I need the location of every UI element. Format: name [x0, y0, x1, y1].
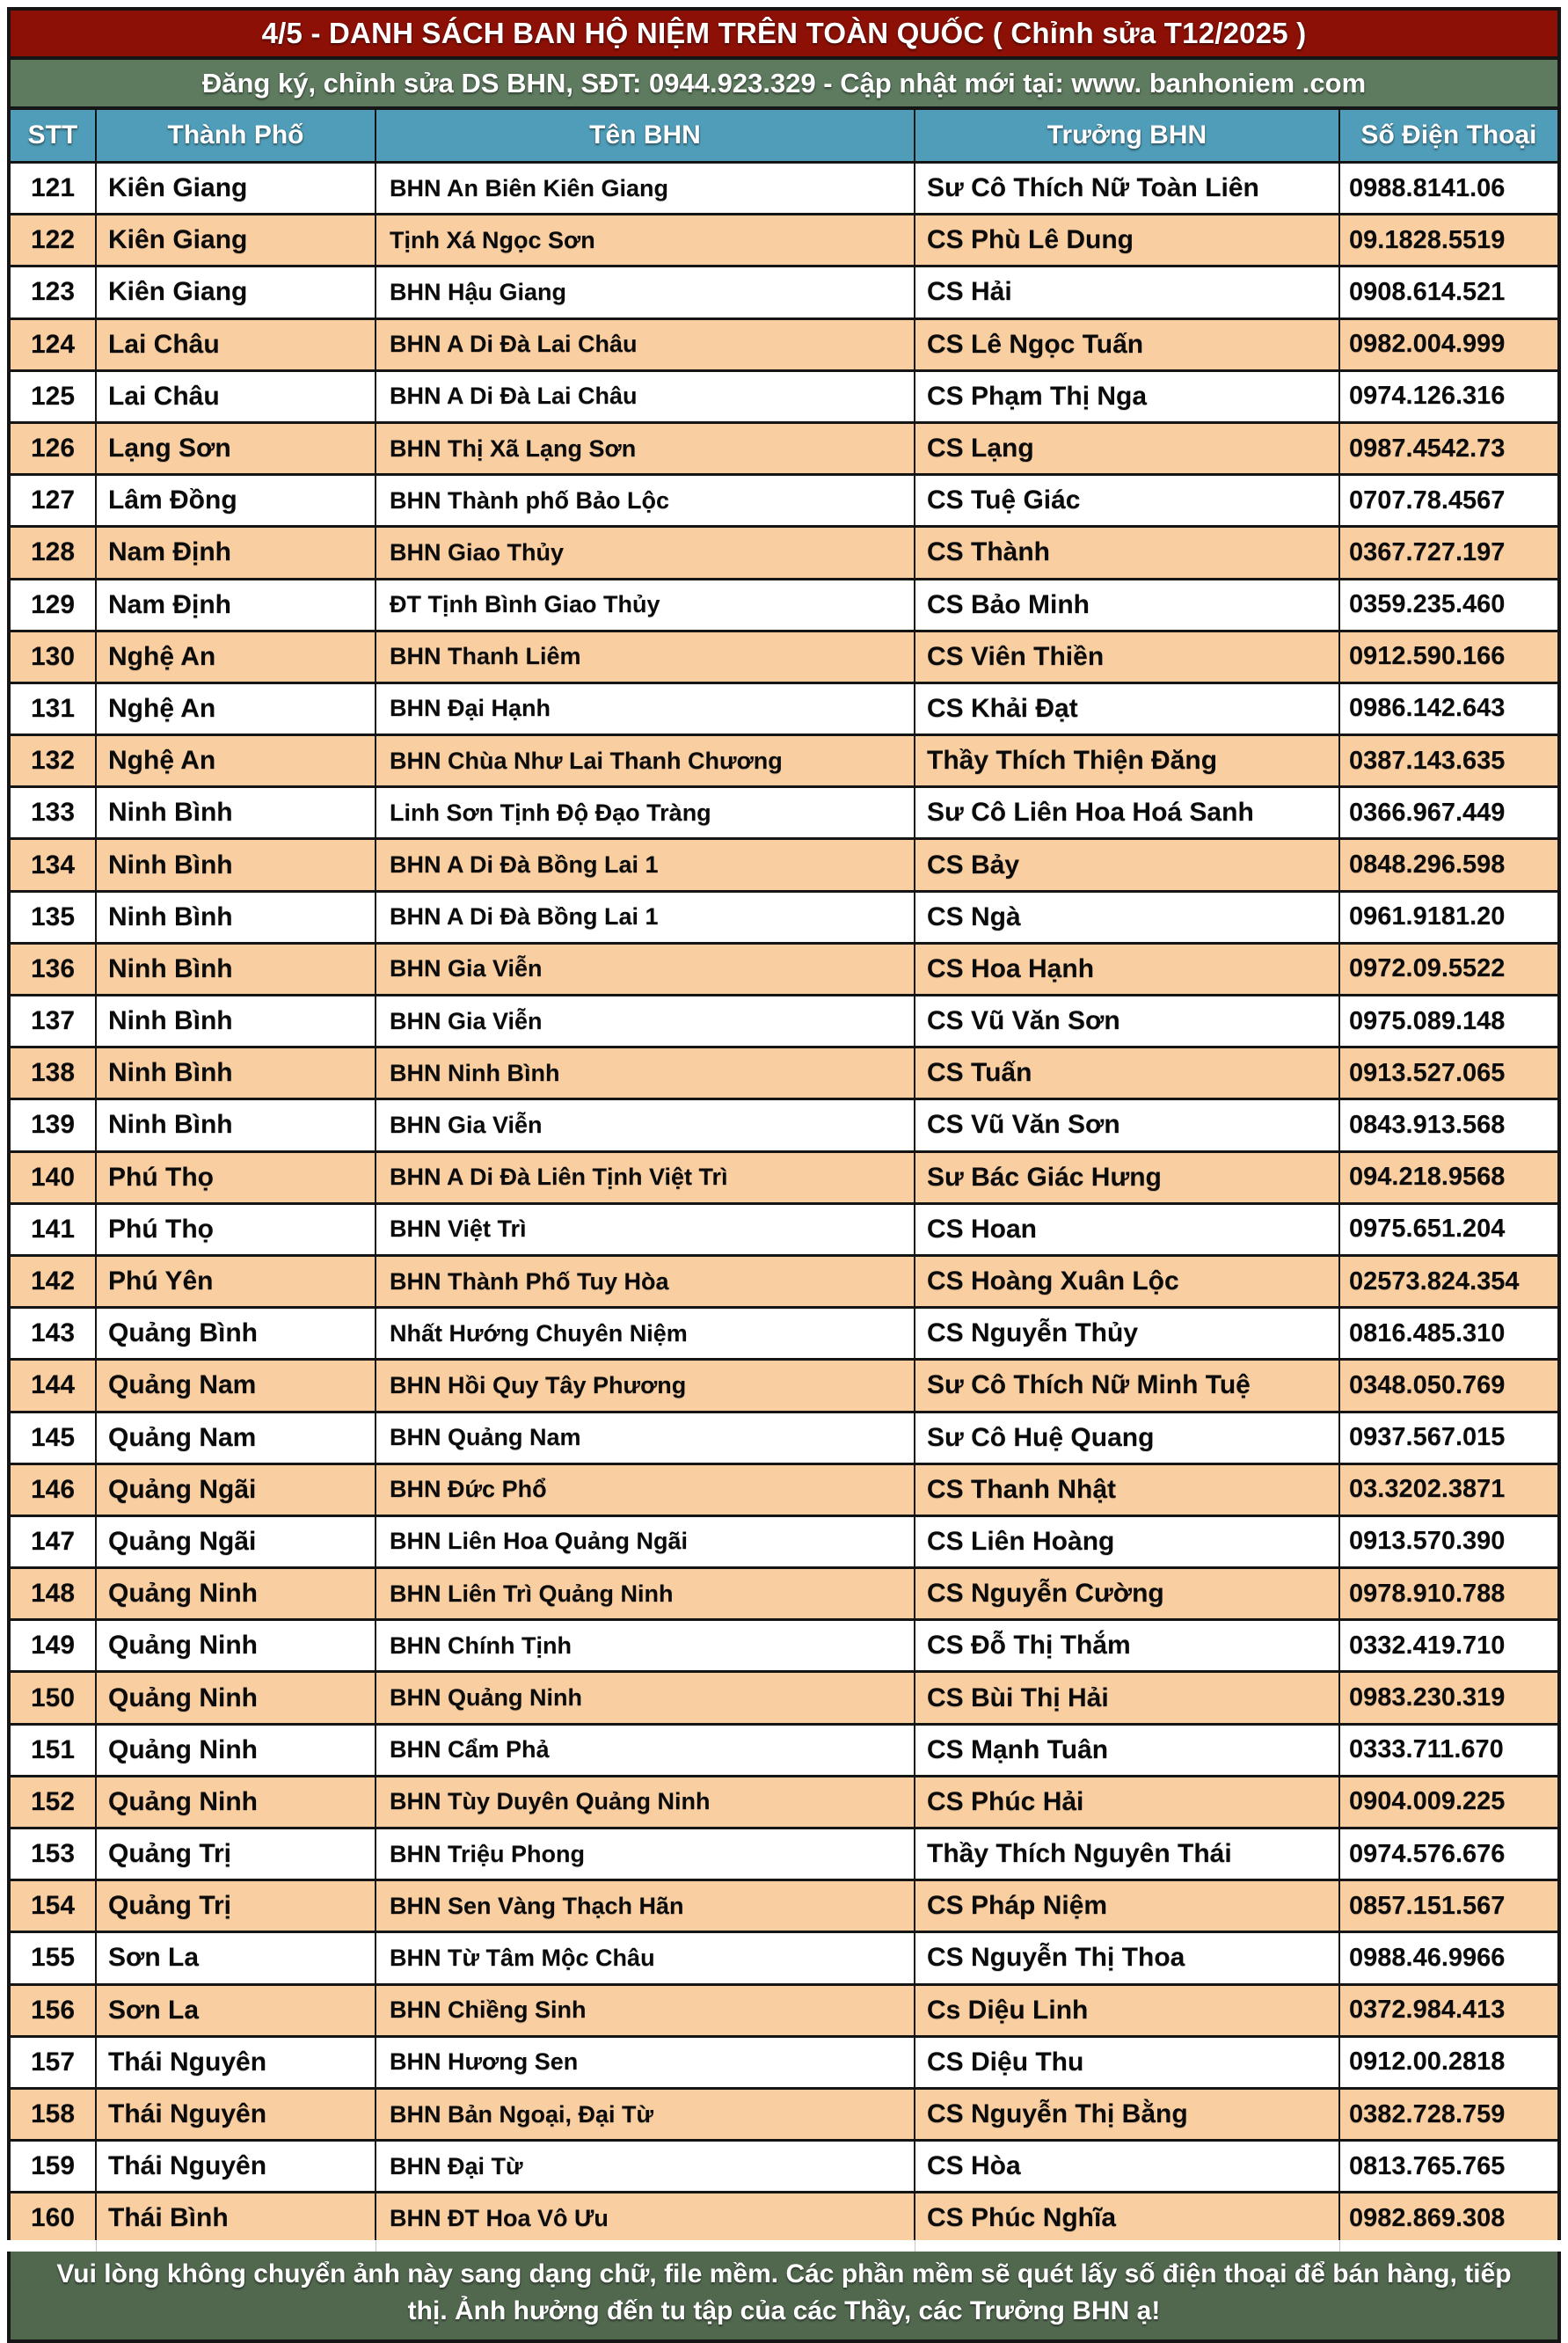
title-bar — [11, 11, 1557, 60]
table-row — [11, 1048, 1557, 1100]
table-row — [11, 1569, 1557, 1621]
cell-name: BHN Giao Thủy — [376, 528, 915, 577]
cell-phone: 0904.009.225 — [1349, 1787, 1506, 1816]
strip-cell — [7, 2240, 97, 2252]
cell-city: Ninh Bình — [97, 1100, 376, 1150]
table-row — [11, 1881, 1557, 1933]
table-row — [11, 945, 1557, 996]
cell-phone: 0913.570.390 — [1349, 1527, 1506, 1556]
table-row — [11, 267, 1557, 319]
cell-phone: 0975.651.204 — [1349, 1215, 1506, 1244]
cell-leader: CS Vũ Văn Sơn — [915, 1100, 1340, 1150]
cell-stt: 156 — [11, 1986, 97, 2035]
cell-phone: 0912.00.2818 — [1349, 2047, 1506, 2077]
cell-name: BHN Việt Trì — [376, 1205, 915, 1254]
cell-city: Quảng Trị — [97, 1829, 376, 1879]
cell-leader: Sư Cô Thích Nữ Toàn Liên — [915, 164, 1340, 213]
cell-stt: 148 — [11, 1569, 97, 1618]
cell-name: BHN Bản Ngoại, Đại Từ — [376, 2090, 915, 2139]
cell-stt: 145 — [11, 1413, 97, 1463]
table-row — [11, 320, 1557, 372]
footer-warning-text: Vui lòng không chuyển ảnh này sang dạng chữ, file mềm. Các phần mềm sẽ quét lấy số điện thoại để bán hàng, tiếp thị. Ảnh hưởng đến tu tập của các Thầy, các Trưởng BHN ạ! — [56, 2259, 1512, 2325]
strip-cell — [376, 2240, 915, 2252]
footer-note — [11, 2246, 1557, 2339]
cell-name: BHN ĐT Hoa Vô Ưu — [376, 2193, 915, 2243]
table-row — [11, 1986, 1557, 2038]
cell-phone: 0908.614.521 — [1349, 277, 1506, 306]
cell-city: Ninh Bình — [97, 1048, 376, 1098]
cell-stt: 126 — [11, 424, 97, 473]
cell-name: BHN Gia Viễn — [376, 945, 915, 994]
cell-phone: 094.218.9568 — [1349, 1163, 1506, 1192]
cell-phone: 0988.46.9966 — [1349, 1943, 1506, 1972]
cell-name: BHN Thành phố Bảo Lộc — [376, 476, 915, 525]
cell-leader: CS Nguyễn Cường — [915, 1569, 1340, 1618]
cell-leader: CS Diệu Thu — [915, 2038, 1340, 2087]
cell-city: Lai Châu — [97, 320, 376, 369]
cell-name: BHN An Biên Kiên Giang — [376, 164, 915, 213]
cell-name: BHN Ninh Bình — [376, 1048, 915, 1098]
cell-name: BHN Hậu Giang — [376, 267, 915, 317]
cell-stt: 127 — [11, 476, 97, 525]
cell-stt: 129 — [11, 580, 97, 630]
cell-city: Ninh Bình — [97, 893, 376, 942]
cell-leader: CS Phù Lê Dung — [915, 215, 1340, 265]
cell-stt: 138 — [11, 1048, 97, 1098]
cell-leader: CS Bảo Minh — [915, 580, 1340, 630]
table-row — [11, 788, 1557, 840]
cell-city: Kiên Giang — [97, 267, 376, 317]
cell-name: BHN Thanh Liêm — [376, 632, 915, 682]
cell-phone: 0348.050.769 — [1349, 1370, 1506, 1399]
cell-city: Ninh Bình — [97, 788, 376, 837]
table-row — [11, 2142, 1557, 2193]
cell-city: Nam Định — [97, 580, 376, 630]
cell-stt: 155 — [11, 1933, 97, 1982]
table-row — [11, 1621, 1557, 1673]
cell-name: BHN Liên Trì Quảng Ninh — [376, 1569, 915, 1618]
cell-stt: 150 — [11, 1673, 97, 1722]
table-row — [11, 1933, 1557, 1985]
cell-phone: 0848.296.598 — [1349, 850, 1506, 880]
table-row — [11, 215, 1557, 267]
cell-leader: Sư Cô Huệ Quang — [915, 1413, 1340, 1463]
cell-leader: CS Hoan — [915, 1205, 1340, 1254]
cell-leader: CS Hoàng Xuân Lộc — [915, 1257, 1340, 1306]
cell-leader: CS Hoa Hạnh — [915, 945, 1340, 994]
table-row — [11, 1517, 1557, 1569]
cell-name: ĐT Tịnh Bình Giao Thủy — [376, 580, 915, 630]
table-row — [11, 1726, 1557, 1777]
cell-stt: 160 — [11, 2193, 97, 2243]
table-row — [11, 424, 1557, 476]
cell-name: Linh Sơn Tịnh Độ Đạo Tràng — [376, 788, 915, 837]
table-row — [11, 1777, 1557, 1829]
cell-city: Phú Thọ — [97, 1205, 376, 1254]
cell-city: Quảng Ngãi — [97, 1465, 376, 1515]
table-row — [11, 684, 1557, 736]
cell-stt: 157 — [11, 2038, 97, 2087]
cell-leader: Sư Bác Giác Hưng — [915, 1153, 1340, 1202]
strip-cell — [97, 2240, 376, 2252]
cell-leader: CS Viên Thiền — [915, 632, 1340, 682]
cell-leader: CS Nguyễn Thị Thoa — [915, 1933, 1340, 1982]
cell-name: BHN Liên Hoa Quảng Ngãi — [376, 1517, 915, 1566]
cell-city: Nghệ An — [97, 736, 376, 785]
table-row — [11, 476, 1557, 528]
cell-phone: 0983.230.319 — [1349, 1683, 1506, 1712]
cell-city: Nam Định — [97, 528, 376, 577]
cell-name: BHN Triệu Phong — [376, 1829, 915, 1879]
cell-stt: 132 — [11, 736, 97, 785]
cell-city: Sơn La — [97, 1933, 376, 1982]
page-title: 4/5 - DANH SÁCH BAN HỘ NIỆM TRÊN TOÀN QUỐC ( Chỉnh sửa T12/2025 ) — [261, 17, 1307, 49]
cell-name: BHN Chính Tịnh — [376, 1621, 915, 1670]
cell-leader: CS Đỗ Thị Thắm — [915, 1621, 1340, 1670]
cell-stt: 149 — [11, 1621, 97, 1670]
cell-stt: 154 — [11, 1881, 97, 1931]
cell-stt: 124 — [11, 320, 97, 369]
cell-stt: 137 — [11, 996, 97, 1046]
cell-name: BHN Chùa Như Lai Thanh Chương — [376, 736, 915, 785]
cell-phone: 0333.711.670 — [1349, 1735, 1504, 1764]
cell-phone: 0332.419.710 — [1349, 1631, 1506, 1660]
cell-phone: 0978.910.788 — [1349, 1579, 1506, 1608]
cell-city: Kiên Giang — [97, 164, 376, 213]
cell-name: BHN Hồi Quy Tây Phương — [376, 1361, 915, 1410]
cell-name: BHN A Di Đà Lai Châu — [376, 320, 915, 369]
cell-leader: CS Ngà — [915, 893, 1340, 942]
table-row — [11, 1361, 1557, 1412]
table-row — [11, 1205, 1557, 1257]
table-row — [11, 372, 1557, 424]
cell-leader: CS Pháp Niệm — [915, 1881, 1340, 1931]
cell-city: Phú Yên — [97, 1257, 376, 1306]
cell-leader: Sư Cô Thích Nữ Minh Tuệ — [915, 1361, 1340, 1410]
cell-name: BHN Sen Vàng Thạch Hãn — [376, 1881, 915, 1931]
cell-stt: 142 — [11, 1257, 97, 1306]
table-row — [11, 164, 1557, 215]
table-row — [11, 528, 1557, 580]
cell-name: BHN Gia Viễn — [376, 996, 915, 1046]
table-row — [11, 1673, 1557, 1725]
cell-phone: 09.1828.5519 — [1349, 225, 1506, 254]
cell-city: Thái Nguyên — [97, 2038, 376, 2087]
cell-phone: 0974.576.676 — [1349, 1839, 1506, 1868]
cell-leader: CS Vũ Văn Sơn — [915, 996, 1340, 1046]
cell-name: BHN Tùy Duyên Quảng Ninh — [376, 1777, 915, 1827]
table-row — [11, 1100, 1557, 1152]
subtitle-bar — [11, 60, 1557, 110]
cell-city: Thái Bình — [97, 2193, 376, 2243]
cell-stt: 153 — [11, 1829, 97, 1879]
table-row — [11, 2090, 1557, 2142]
cell-stt: 143 — [11, 1309, 97, 1358]
cell-leader: CS Phạm Thị Nga — [915, 372, 1340, 421]
cell-stt: 144 — [11, 1361, 97, 1410]
table-row — [11, 1153, 1557, 1205]
cell-leader: CS Liên Hoàng — [915, 1517, 1340, 1566]
cell-name: BHN A Di Đà Liên Tịnh Việt Trì — [376, 1153, 915, 1202]
cell-city: Kiên Giang — [97, 215, 376, 265]
table-row — [11, 893, 1557, 945]
cell-phone: 03.3202.3871 — [1349, 1475, 1506, 1504]
cell-name: BHN A Di Đà Lai Châu — [376, 372, 915, 421]
cell-phone: 0813.765.765 — [1349, 2151, 1506, 2180]
cell-stt: 141 — [11, 1205, 97, 1254]
cell-name: BHN Cẩm Phả — [376, 1726, 915, 1775]
cell-stt: 135 — [11, 893, 97, 942]
cell-name: BHN Thị Xã Lạng Sơn — [376, 424, 915, 473]
cell-stt: 147 — [11, 1517, 97, 1566]
table-row — [11, 996, 1557, 1048]
cell-city: Quảng Nam — [97, 1413, 376, 1463]
cell-city: Phú Thọ — [97, 1153, 376, 1202]
cell-name: BHN Đại Hạnh — [376, 684, 915, 734]
cell-city: Quảng Ninh — [97, 1569, 376, 1618]
table-row — [11, 1829, 1557, 1881]
directory-table — [7, 7, 1561, 2343]
column-header-leader: Trưởng BHN — [915, 110, 1340, 161]
table-row — [11, 736, 1557, 788]
cell-phone: 02573.824.354 — [1349, 1266, 1520, 1296]
table-row — [11, 1257, 1557, 1309]
cell-stt: 130 — [11, 632, 97, 682]
cell-leader: CS Hòa — [915, 2142, 1340, 2191]
cell-city: Quảng Bình — [97, 1309, 376, 1358]
table-row — [11, 1465, 1557, 1517]
table-row — [11, 580, 1557, 632]
cell-leader: CS Thanh Nhật — [915, 1465, 1340, 1515]
cell-phone: 0387.143.635 — [1349, 746, 1506, 775]
cell-city: Lạng Sơn — [97, 424, 376, 473]
cell-phone: 0913.527.065 — [1349, 1058, 1506, 1087]
cell-phone: 0974.126.316 — [1349, 382, 1506, 411]
cell-leader: CS Hải — [915, 267, 1340, 317]
cell-city: Ninh Bình — [97, 840, 376, 889]
cell-leader: CS Lạng — [915, 424, 1340, 473]
cell-phone: 0857.151.567 — [1349, 1891, 1506, 1920]
cell-leader: Cs Diệu Linh — [915, 1986, 1340, 2035]
cell-stt: 128 — [11, 528, 97, 577]
cell-city: Quảng Ninh — [97, 1777, 376, 1827]
cell-stt: 133 — [11, 788, 97, 837]
cell-leader: Sư Cô Liên Hoa Hoá Sanh — [915, 788, 1340, 837]
cell-city: Quảng Trị — [97, 1881, 376, 1931]
cell-city: Thái Nguyên — [97, 2142, 376, 2191]
cell-stt: 151 — [11, 1726, 97, 1775]
cell-city: Quảng Ninh — [97, 1726, 376, 1775]
cell-name: Tịnh Xá Ngọc Sơn — [376, 215, 915, 265]
column-header-stt: STT — [11, 110, 97, 161]
cell-phone: 0359.235.460 — [1349, 590, 1506, 619]
cell-name: BHN Quảng Ninh — [376, 1673, 915, 1722]
cell-phone: 0912.590.166 — [1349, 642, 1506, 671]
cell-phone: 0975.089.148 — [1349, 1006, 1506, 1035]
cell-stt: 140 — [11, 1153, 97, 1202]
cell-phone: 0843.913.568 — [1349, 1110, 1506, 1139]
cell-phone: 0972.09.5522 — [1349, 954, 1506, 983]
cell-name: BHN Gia Viễn — [376, 1100, 915, 1150]
cell-stt: 125 — [11, 372, 97, 421]
cell-city: Thái Nguyên — [97, 2090, 376, 2139]
cell-city: Nghệ An — [97, 632, 376, 682]
cell-stt: 146 — [11, 1465, 97, 1515]
cell-city: Quảng Ninh — [97, 1673, 376, 1722]
cell-stt: 139 — [11, 1100, 97, 1150]
cell-stt: 159 — [11, 2142, 97, 2191]
table-row — [11, 1309, 1557, 1361]
cell-name: Nhất Hướng Chuyên Niệm — [376, 1309, 915, 1358]
cell-phone: 0816.485.310 — [1349, 1318, 1506, 1347]
cell-stt: 152 — [11, 1777, 97, 1827]
table-header — [11, 110, 1557, 164]
cell-leader: CS Bùi Thị Hải — [915, 1673, 1340, 1722]
cell-name: BHN Đức Phổ — [376, 1465, 915, 1515]
cell-city: Lâm Đồng — [97, 476, 376, 525]
cell-leader: CS Tuấn — [915, 1048, 1340, 1098]
cell-name: BHN Thành Phố Tuy Hòa — [376, 1257, 915, 1306]
cell-name: BHN Từ Tâm Mộc Châu — [376, 1933, 915, 1982]
cell-phone: 0961.9181.20 — [1349, 902, 1506, 931]
cell-leader: CS Tuệ Giác — [915, 476, 1340, 525]
table-row — [11, 2193, 1557, 2245]
cell-city: Quảng Nam — [97, 1361, 376, 1410]
table-row — [11, 632, 1557, 684]
cell-city: Ninh Bình — [97, 945, 376, 994]
cell-phone: 0382.728.759 — [1349, 2099, 1506, 2128]
cell-city: Sơn La — [97, 1986, 376, 2035]
cell-phone: 0987.4542.73 — [1349, 434, 1506, 463]
cell-phone: 0982.869.308 — [1349, 2203, 1506, 2232]
cell-stt: 123 — [11, 267, 97, 317]
cell-phone: 0982.004.999 — [1349, 330, 1506, 359]
cell-stt: 158 — [11, 2090, 97, 2139]
cell-stt: 131 — [11, 684, 97, 734]
cell-stt: 122 — [11, 215, 97, 265]
cell-name: BHN A Di Đà Bồng Lai 1 — [376, 893, 915, 942]
cell-leader: CS Nguyễn Thị Bằng — [915, 2090, 1340, 2139]
cell-name: BHN Chiềng Sinh — [376, 1986, 915, 2035]
cell-city: Ninh Bình — [97, 996, 376, 1046]
cell-city: Quảng Ninh — [97, 1621, 376, 1670]
cell-city: Nghệ An — [97, 684, 376, 734]
cell-city: Quảng Ngãi — [97, 1517, 376, 1566]
cell-leader: CS Phúc Hải — [915, 1777, 1340, 1827]
table-row — [11, 840, 1557, 892]
cell-leader: CS Bảy — [915, 840, 1340, 889]
cell-phone: 0988.8141.06 — [1349, 173, 1506, 202]
cell-name: BHN Quảng Nam — [376, 1413, 915, 1463]
table-row — [11, 1413, 1557, 1465]
column-header-city: Thành Phố — [97, 110, 376, 161]
table-body — [11, 164, 1557, 2246]
cell-leader: Thầy Thích Thiện Đăng — [915, 736, 1340, 785]
cell-leader: Thầy Thích Nguyên Thái — [915, 1829, 1340, 1879]
cell-stt: 121 — [11, 164, 97, 213]
column-header-name: Tên BHN — [376, 110, 915, 161]
strip-cell — [1340, 2240, 1561, 2252]
registration-note: Đăng ký, chỉnh sửa DS BHN, SĐT: 0944.923.329 - Cập nhật mới tại: www. banhoniem .com — [201, 67, 1367, 99]
strip-cell — [915, 2240, 1340, 2252]
cell-leader: CS Thành — [915, 528, 1340, 577]
cell-phone: 0986.142.643 — [1349, 694, 1506, 723]
cell-phone: 0707.78.4567 — [1349, 485, 1506, 515]
cell-phone: 0937.567.015 — [1349, 1423, 1506, 1452]
cell-name: BHN Hương Sen — [376, 2038, 915, 2087]
cell-city: Lai Châu — [97, 372, 376, 421]
spreadsheet-strip — [7, 2240, 1561, 2252]
cell-stt: 134 — [11, 840, 97, 889]
cell-leader: CS Khải Đạt — [915, 684, 1340, 734]
cell-phone: 0372.984.413 — [1349, 1996, 1506, 2025]
cell-name: BHN A Di Đà Bồng Lai 1 — [376, 840, 915, 889]
cell-stt: 136 — [11, 945, 97, 994]
cell-phone: 0367.727.197 — [1349, 537, 1506, 566]
cell-name: BHN Đại Từ — [376, 2142, 915, 2191]
table-row — [11, 2038, 1557, 2090]
cell-leader: CS Mạnh Tuân — [915, 1726, 1340, 1775]
cell-phone: 0366.967.449 — [1349, 798, 1506, 827]
cell-leader: CS Phúc Nghĩa — [915, 2193, 1340, 2243]
cell-leader: CS Lê Ngọc Tuấn — [915, 320, 1340, 369]
cell-leader: CS Nguyễn Thủy — [915, 1309, 1340, 1358]
column-header-phone: Số Điện Thoại — [1360, 120, 1537, 150]
